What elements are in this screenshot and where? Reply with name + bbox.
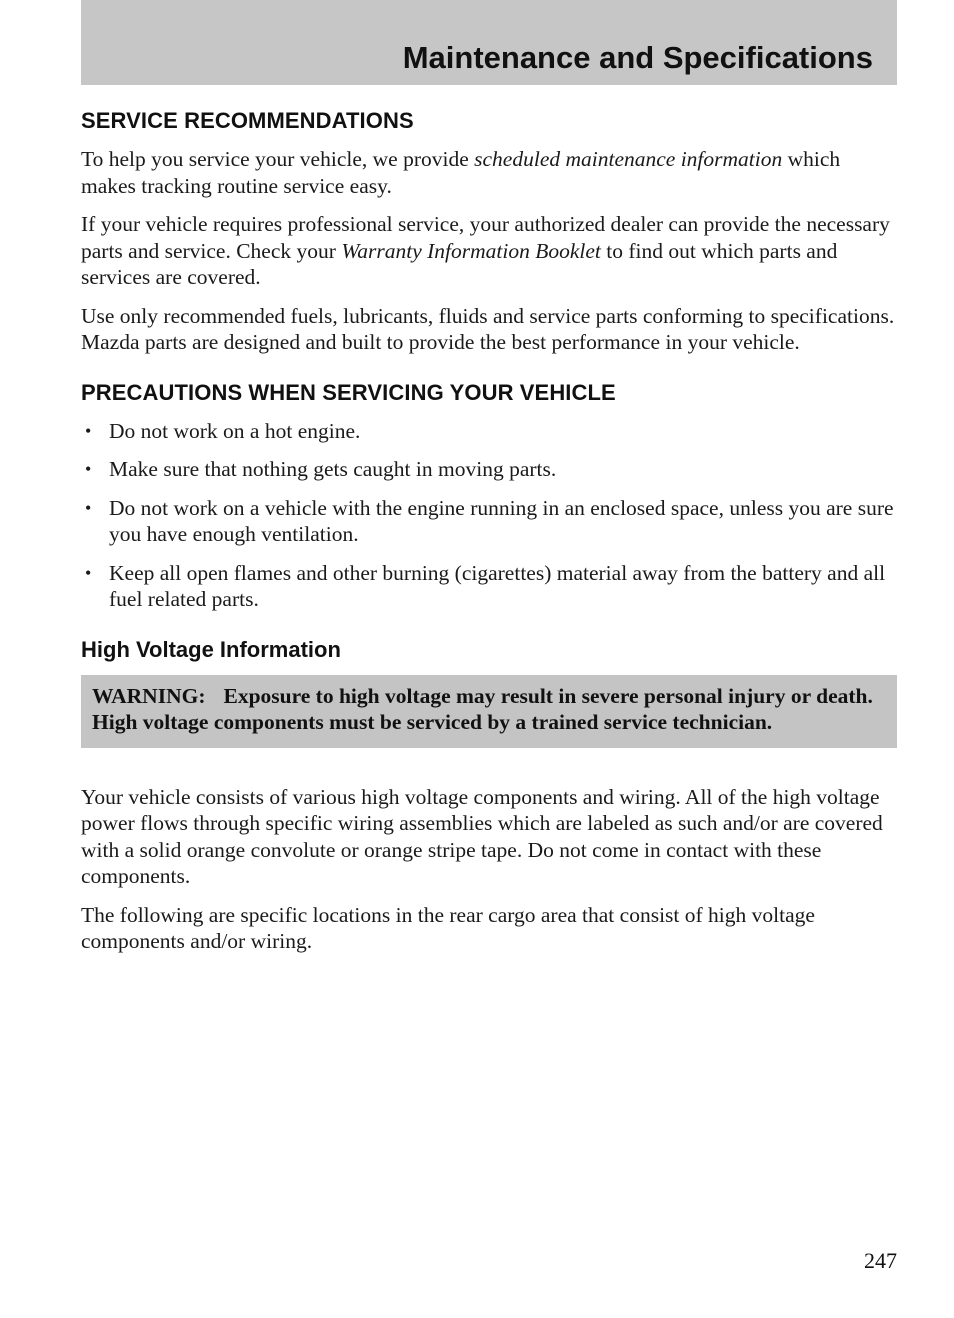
page-number: 247 [864, 1248, 897, 1273]
service-paragraph-1 [81, 146, 897, 199]
section-heading-service: SERVICE RECOMMENDATIONS [81, 108, 414, 133]
high-voltage-paragraph-2: The following are specific locations in the rear cargo area that consist of high voltage components and/or wiring. [81, 902, 815, 953]
bullet-icon: • [85, 562, 92, 583]
bullet-icon: • [85, 497, 92, 518]
list-item [81, 418, 897, 445]
warning-label: WARNING: [92, 683, 206, 708]
list-item-text: Do not work on a hot engine. [109, 418, 361, 443]
precautions-list [81, 418, 897, 613]
list-item [81, 495, 897, 548]
list-item [81, 560, 897, 613]
bullet-icon: • [85, 459, 92, 479]
service-paragraph-3: Use only recommended fuels, lubricants, fluids and service parts conforming to specifications. Mazda parts are designed and built to provide the best performance in your vehicle. [81, 303, 895, 354]
subsection-heading-high-voltage: High Voltage Information [81, 636, 341, 662]
section-heading-precautions: PRECAUTIONS WHEN SERVICING YOUR VEHICLE [81, 379, 616, 405]
text-run: To help you service your vehicle, we provide [81, 147, 475, 171]
list-item-text: Do not work on a vehicle with the engine running in an enclosed space, unless you are sure you have enough ventilation. [109, 495, 894, 546]
page-content [81, 108, 897, 967]
italic-term: Warranty Information Booklet [341, 238, 601, 263]
list-item [81, 456, 897, 483]
list-item-text: Make sure that nothing gets caught in moving parts. [109, 457, 557, 481]
text-run: which makes tracking routine service easy. [81, 147, 841, 198]
warning-text: Exposure to high voltage may result in severe personal injury or death. High voltage components must be serviced by a trained service technician. [92, 683, 873, 734]
italic-term: scheduled maintenance information [474, 147, 783, 171]
page-title: Maintenance and Specifications [402, 40, 873, 75]
list-item-text: Keep all open flames and other burning (cigarettes) material away from the battery and all fuel related parts. [109, 560, 886, 611]
high-voltage-paragraph-1: Your vehicle consists of various high voltage components and wiring. All of the high voltage power flows through specific wiring assemblies which are labeled as such and/or are covered with a solid orange convolute or orange stripe tape. Do not come in contact with these components. [81, 784, 883, 888]
header-band [81, 0, 897, 85]
text-run: If your vehicle requires professional service, your authorized dealer can provide the necessary parts and service. Check your [81, 212, 890, 263]
bullet-icon: • [85, 420, 92, 441]
text-run: to find out which parts and services are covered. [81, 238, 838, 289]
service-paragraph-2 [81, 211, 897, 291]
warning-box [81, 675, 897, 748]
